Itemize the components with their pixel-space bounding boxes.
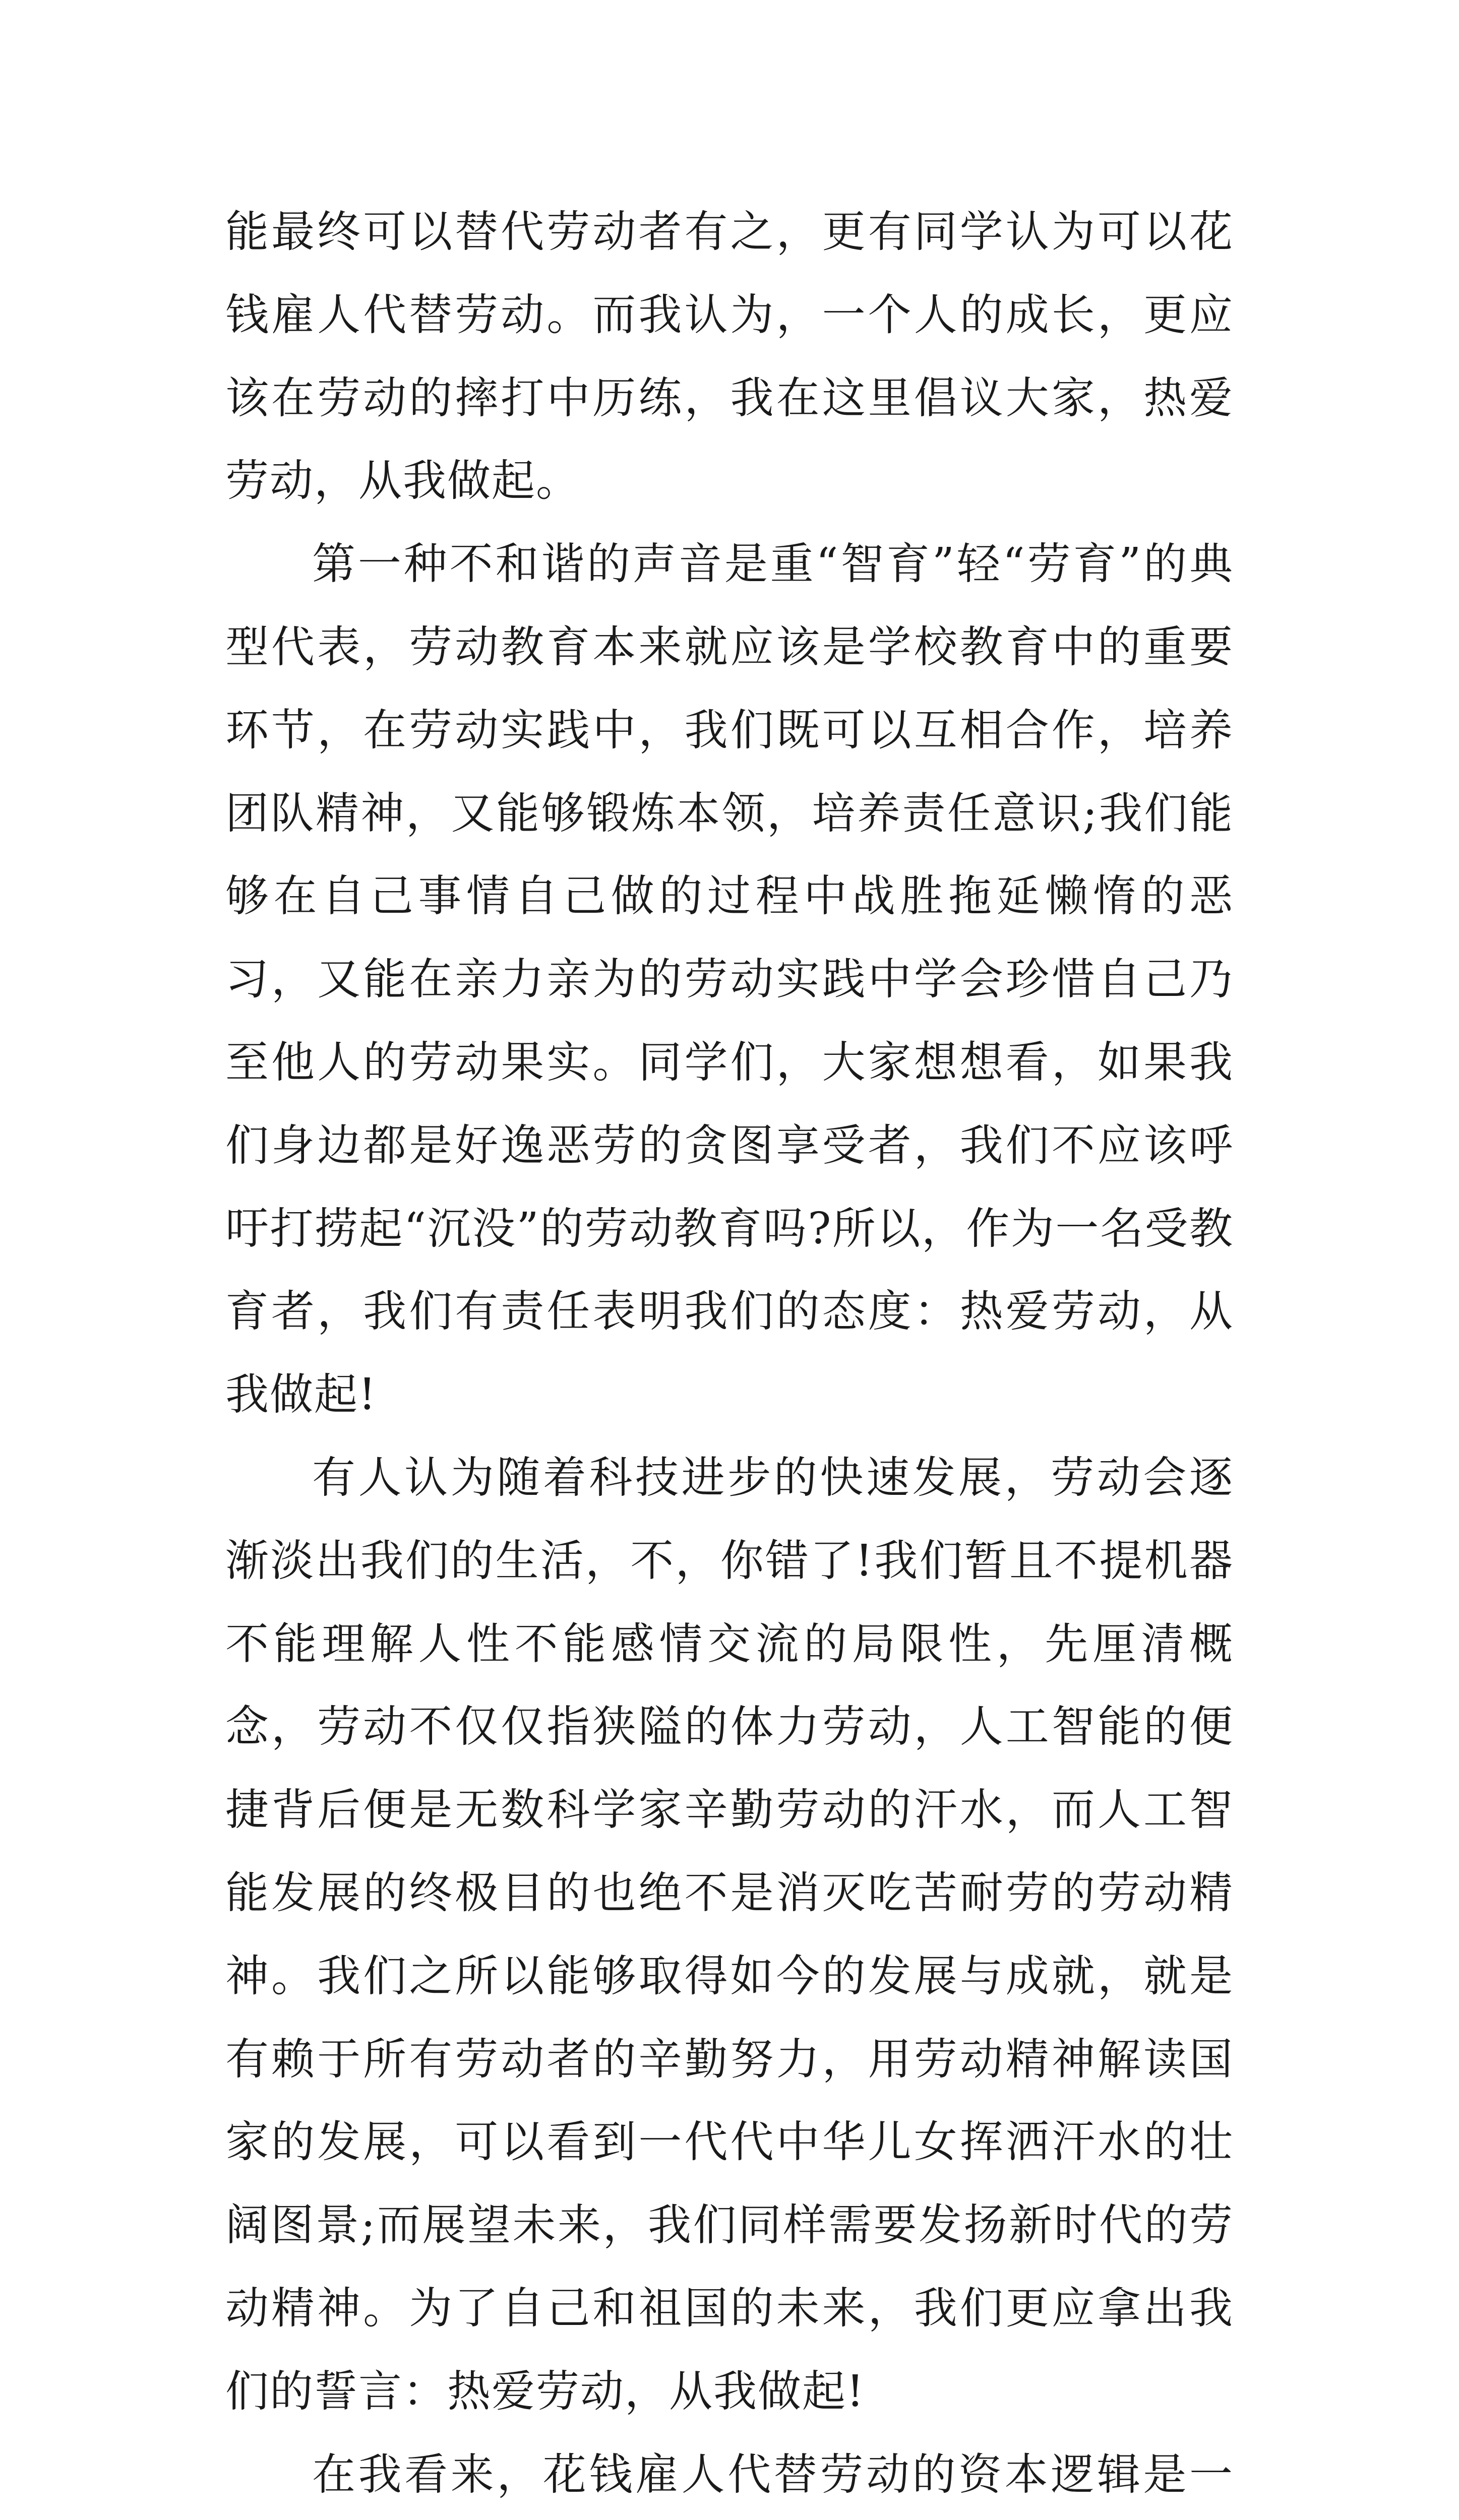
paragraph: 在我看来，花钱雇人代替劳动的资本逻辑是一 — [312, 2449, 1234, 2500]
body-text — [225, 191, 1234, 2520]
paragraph-continuation: 能最终可以替代劳动者有之，更有同学认为可以花钱雇人代替劳动。而我认为，一个人的成长，更应该在劳动的摔打中历练，我在这里倡议大家，热爱劳动，从我做起。 — [225, 207, 1234, 507]
paragraph: 第一种不和谐的声音是重“智育”轻“劳育”的典型代表，劳动教育本来就应该是学校教育中的重要环节，在劳动实践中，我们既可以互相合作，培养团队精神，又能够锻炼本领，培养责任意识;我们能够在自己事情自己做的过程中战胜拖延懒惰的恶习，又能在亲力亲为的劳动实践中学会珍惜自己乃至他人的劳动果实。同学们，大家想想看，如果我们身边都是好逸恶劳的贪图享受者，我们不应该呼吁打捞起“沉没”的劳动教育吗?所以，作为一名受教育者，我们有责任表明我们的态度：热爱劳动，从我做起! — [225, 539, 1234, 1420]
paragraph: 有人认为随着科技进步的快速发展，劳动会逐渐淡出我们的生活，不，你错了!我们暂且不提机器不能理解人性不能感情交流的局限性，先厘清概念，劳动不仅仅指狭隘的体力劳动，人工智能的便捷背后便是无数科学家辛勤劳动的汗水，而人工智能发展的终极目的也绝不是消灭吃苦耐劳的劳动精神。我们之所以能够取得如今的发展与成就，就是有赖于所有劳动者的辛勤努力，用劳动精神解读国家的发展，可以看到一代代中华儿女挥洒汗水的壮阔图景;而展望未来，我们同样需要发扬新时代的劳动精神。为了自己和祖国的未来，我们更应拿出我们的誓言：热爱劳动，从我做起! — [225, 1452, 1234, 2417]
